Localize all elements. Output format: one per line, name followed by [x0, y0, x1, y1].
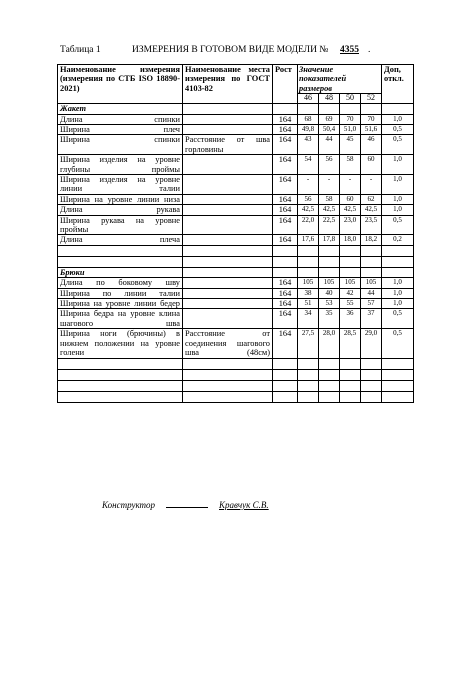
header-measurement-name: Наименование измерения (измерения по СТБ ISO 18890-2021) — [58, 65, 183, 104]
size-value: 34 — [298, 309, 319, 329]
section-row — [58, 267, 414, 277]
rost-value: 164 — [273, 215, 298, 235]
size-value: 56 — [298, 194, 319, 204]
empty-cell — [58, 245, 183, 256]
constructor-label: Конструктор — [102, 500, 156, 510]
size-value: - — [361, 175, 382, 195]
empty-cell — [298, 358, 319, 369]
size-48: 48 — [319, 94, 340, 104]
measurement-place — [183, 215, 273, 235]
empty-cell — [319, 256, 340, 267]
table-row — [58, 235, 414, 245]
table-row — [58, 114, 414, 124]
size-value: 54 — [298, 155, 319, 175]
empty-cell — [183, 358, 273, 369]
measurement-place — [183, 299, 273, 309]
size-value: 42,5 — [319, 205, 340, 215]
tolerance-value: 0,5 — [382, 215, 414, 235]
size-value: 42,5 — [340, 205, 361, 215]
empty-cell — [183, 104, 273, 114]
size-value: 60 — [361, 155, 382, 175]
size-value: 23,0 — [340, 215, 361, 235]
empty-cell — [340, 391, 361, 402]
empty-row — [58, 380, 414, 391]
measurement-place — [183, 309, 273, 329]
measurement-name: Ширина на уровне линии бедер — [58, 299, 183, 309]
size-value: 51,6 — [361, 124, 382, 134]
empty-cell — [298, 267, 319, 277]
empty-cell — [382, 104, 414, 114]
size-value: 42 — [340, 288, 361, 298]
size-value: 37 — [361, 309, 382, 329]
tolerance-value: 1,0 — [382, 299, 414, 309]
size-value: 23,5 — [361, 215, 382, 235]
size-value: 18,0 — [340, 235, 361, 245]
empty-cell — [273, 245, 298, 256]
empty-cell — [298, 104, 319, 114]
table-row — [58, 329, 414, 358]
tolerance-value: 1,0 — [382, 288, 414, 298]
size-value: 28,5 — [340, 329, 361, 358]
size-value: 35 — [319, 309, 340, 329]
section-row — [58, 104, 414, 114]
size-value: - — [340, 175, 361, 195]
empty-cell — [382, 369, 414, 380]
size-value: 44 — [361, 288, 382, 298]
rost-value: 164 — [273, 329, 298, 358]
measurement-name: Ширина на уровне линии низа — [58, 194, 183, 204]
size-value: 17,8 — [319, 235, 340, 245]
header-rost: Рост — [273, 65, 298, 104]
size-value: 50,4 — [319, 124, 340, 134]
rost-value: 164 — [273, 114, 298, 124]
size-50: 50 — [340, 94, 361, 104]
empty-cell — [382, 391, 414, 402]
measurement-name: Ширина изделия на уровне линии талии — [58, 175, 183, 195]
size-value: 105 — [361, 278, 382, 288]
empty-cell — [273, 267, 298, 277]
size-value: 27,5 — [298, 329, 319, 358]
measurement-place — [183, 194, 273, 204]
empty-cell — [382, 380, 414, 391]
constructor-name: Кравчук С.В. — [219, 500, 269, 510]
empty-cell — [361, 256, 382, 267]
empty-row — [58, 256, 414, 267]
measurement-name: Ширина ноги (брючины) в нижнем положении на уровне голени — [58, 329, 183, 358]
size-value: 43 — [298, 135, 319, 155]
tolerance-value: 0,5 — [382, 135, 414, 155]
size-value: 58 — [340, 155, 361, 175]
empty-cell — [319, 380, 340, 391]
empty-cell — [340, 256, 361, 267]
header-measurement-place: Наименование места измерения по ГОСТ 4103-82 — [183, 65, 273, 104]
empty-cell — [58, 391, 183, 402]
size-value: 70 — [340, 114, 361, 124]
measurement-place — [183, 175, 273, 195]
section-title: Жакет — [58, 104, 183, 114]
empty-cell — [183, 369, 273, 380]
measurement-place — [183, 288, 273, 298]
size-value: 28,0 — [319, 329, 340, 358]
empty-cell — [319, 369, 340, 380]
size-value: 18,2 — [361, 235, 382, 245]
empty-cell — [361, 380, 382, 391]
empty-cell — [382, 256, 414, 267]
measurement-name: Ширина бедра на уровне клина шагового шва — [58, 309, 183, 329]
measurement-name: Ширина спинки — [58, 135, 183, 155]
measurement-place — [183, 235, 273, 245]
empty-cell — [273, 358, 298, 369]
empty-cell — [298, 369, 319, 380]
empty-cell — [319, 358, 340, 369]
size-value: 46 — [361, 135, 382, 155]
empty-cell — [382, 358, 414, 369]
size-value: - — [319, 175, 340, 195]
measurement-place — [183, 124, 273, 134]
size-value: 53 — [319, 299, 340, 309]
size-value: 55 — [340, 299, 361, 309]
size-value: 51,0 — [340, 124, 361, 134]
caption-period: . — [368, 45, 371, 55]
size-value: 42,5 — [361, 205, 382, 215]
tolerance-value: 0,5 — [382, 124, 414, 134]
tolerance-value: 1,0 — [382, 155, 414, 175]
empty-cell — [298, 391, 319, 402]
measurement-place — [183, 205, 273, 215]
tolerance-value: 1,0 — [382, 278, 414, 288]
header-tolerance: Доп, откл. — [382, 65, 414, 104]
empty-row — [58, 369, 414, 380]
empty-cell — [361, 369, 382, 380]
size-value: 69 — [319, 114, 340, 124]
empty-cell — [273, 104, 298, 114]
size-value: 29,0 — [361, 329, 382, 358]
empty-cell — [340, 369, 361, 380]
size-value: 60 — [340, 194, 361, 204]
measurement-name: Длина спинки — [58, 114, 183, 124]
tolerance-value: 1,0 — [382, 205, 414, 215]
rost-value: 164 — [273, 194, 298, 204]
header-size-values: Значение показателей размеров — [298, 65, 382, 94]
size-value: 22,0 — [298, 215, 319, 235]
size-value: 70 — [361, 114, 382, 124]
section-title: Брюки — [58, 267, 183, 277]
empty-cell — [183, 391, 273, 402]
empty-cell — [340, 245, 361, 256]
size-value: 49,8 — [298, 124, 319, 134]
size-value: 58 — [319, 194, 340, 204]
rost-value: 164 — [273, 135, 298, 155]
empty-cell — [183, 380, 273, 391]
table-row — [58, 194, 414, 204]
size-46: 46 — [298, 94, 319, 104]
table-row — [58, 215, 414, 235]
measurement-place — [183, 155, 273, 175]
rost-value: 164 — [273, 175, 298, 195]
measurement-place — [183, 114, 273, 124]
size-value: 42,5 — [298, 205, 319, 215]
rost-value: 164 — [273, 278, 298, 288]
empty-cell — [319, 267, 340, 277]
measurement-name: Ширина плеч — [58, 124, 183, 134]
tolerance-value: 1,0 — [382, 194, 414, 204]
empty-cell — [361, 391, 382, 402]
empty-cell — [340, 380, 361, 391]
size-value: 57 — [361, 299, 382, 309]
table-body — [58, 104, 414, 402]
empty-cell — [361, 104, 382, 114]
empty-cell — [273, 380, 298, 391]
empty-cell — [273, 369, 298, 380]
empty-cell — [273, 256, 298, 267]
empty-row — [58, 391, 414, 402]
measurement-name: Длина по боковому шву — [58, 278, 183, 288]
size-value: - — [298, 175, 319, 195]
signature-line — [166, 507, 208, 508]
table-row — [58, 135, 414, 155]
size-value: 62 — [361, 194, 382, 204]
empty-row — [58, 358, 414, 369]
size-value: 105 — [319, 278, 340, 288]
measurement-place: Расстояние от соединения шагового шва (48см) — [183, 329, 273, 358]
table-row — [58, 205, 414, 215]
empty-cell — [361, 245, 382, 256]
empty-cell — [183, 245, 273, 256]
size-value: 44 — [319, 135, 340, 155]
empty-cell — [361, 358, 382, 369]
rost-value: 164 — [273, 235, 298, 245]
empty-cell — [361, 267, 382, 277]
table-row — [58, 124, 414, 134]
measurement-place: Расстояние от шва горловины — [183, 135, 273, 155]
model-number: 4355 — [340, 45, 359, 55]
rost-value: 164 — [273, 124, 298, 134]
empty-cell — [340, 104, 361, 114]
empty-cell — [382, 245, 414, 256]
table-row — [58, 155, 414, 175]
size-value: 17,6 — [298, 235, 319, 245]
size-value: 68 — [298, 114, 319, 124]
empty-cell — [298, 245, 319, 256]
tolerance-value: 0,2 — [382, 235, 414, 245]
empty-cell — [298, 380, 319, 391]
empty-cell — [340, 358, 361, 369]
rost-value: 164 — [273, 309, 298, 329]
header-row — [58, 65, 414, 94]
empty-cell — [273, 391, 298, 402]
size-value: 56 — [319, 155, 340, 175]
measurement-name: Ширина изделия на уровне глубины проймы — [58, 155, 183, 175]
size-value: 45 — [340, 135, 361, 155]
tolerance-value: 1,0 — [382, 114, 414, 124]
size-value: 51 — [298, 299, 319, 309]
size-value: 105 — [340, 278, 361, 288]
size-value: 40 — [319, 288, 340, 298]
size-value: 22,5 — [319, 215, 340, 235]
empty-cell — [319, 104, 340, 114]
rost-value: 164 — [273, 155, 298, 175]
empty-cell — [340, 267, 361, 277]
empty-cell — [298, 256, 319, 267]
empty-cell — [58, 256, 183, 267]
measurement-place — [183, 278, 273, 288]
size-52: 52 — [361, 94, 382, 104]
rost-value: 164 — [273, 205, 298, 215]
empty-cell — [58, 358, 183, 369]
table-row — [58, 175, 414, 195]
empty-cell — [319, 391, 340, 402]
empty-cell — [382, 267, 414, 277]
tolerance-value: 1,0 — [382, 175, 414, 195]
table-row — [58, 299, 414, 309]
measurement-name: Длина рукава — [58, 205, 183, 215]
measurement-name: Длина плеча — [58, 235, 183, 245]
table-row — [58, 278, 414, 288]
rost-value: 164 — [273, 288, 298, 298]
measurement-name: Ширина рукава на уровне проймы — [58, 215, 183, 235]
empty-cell — [183, 256, 273, 267]
empty-cell — [58, 380, 183, 391]
size-value: 36 — [340, 309, 361, 329]
tolerance-value: 0,5 — [382, 309, 414, 329]
measurements-table — [57, 64, 414, 403]
empty-cell — [319, 245, 340, 256]
empty-cell — [58, 369, 183, 380]
size-value: 38 — [298, 288, 319, 298]
empty-row — [58, 245, 414, 256]
table-row — [58, 288, 414, 298]
table-caption-title: ИЗМЕРЕНИЯ В ГОТОВОМ ВИДЕ МОДЕЛИ № — [132, 45, 329, 55]
rost-value: 164 — [273, 299, 298, 309]
table-caption-label: Таблица 1 — [60, 45, 101, 55]
tolerance-value: 0,5 — [382, 329, 414, 358]
size-value: 105 — [298, 278, 319, 288]
empty-cell — [183, 267, 273, 277]
table-row — [58, 309, 414, 329]
measurement-name: Ширина по линии талии — [58, 288, 183, 298]
